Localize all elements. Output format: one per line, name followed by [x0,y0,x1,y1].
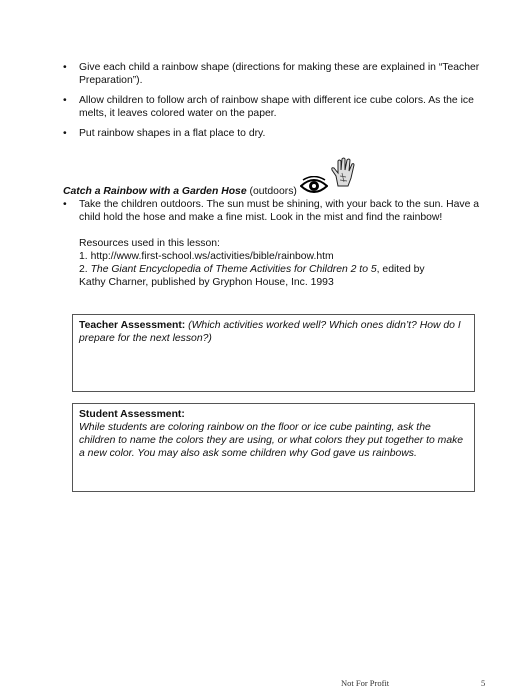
resource-number: 2. [79,264,91,275]
student-assessment-box [72,403,475,492]
list-item: • Give each child a rainbow shape (directions for making these are explained in “Teacher Preparation”). [63,61,493,87]
resource-item-2-continued: Kathy Charner, published by Gryphon House, Inc. 1993 [79,277,334,288]
list-item: • Put rainbow shapes in a flat place to dry. [63,127,493,140]
resource-item-1 [79,250,499,263]
book-edited-by: , edited by [376,264,425,275]
teacher-assessment-label: Teacher Assessment: [79,320,186,331]
instruction-list [63,61,493,147]
eye-icon [300,176,328,196]
footer-label: Not For Profit [341,678,390,688]
list-item: • Take the children outdoors. The sun must be shining, with your back to the sun. Have a child hold the hose and make a fine mist. Look in the mist and find the rainbow! [63,198,493,224]
teacher-assessment-box [72,314,475,392]
resource-number: 1. [79,251,91,262]
student-assessment-label: Student Assessment: [79,409,185,420]
activity-location: (outdoors) [246,186,297,197]
activity-title: Catch a Rainbow with a Garden Hose [63,186,247,197]
hand-icon [330,156,356,188]
page-number: 5 [481,678,486,688]
student-assessment-text: While students are coloring rainbow on the floor or ice cube painting, ask the children to name the colors they are using, or what colors they put together to make a new color. You may also ask some children why God gave us rainbows. [79,422,464,459]
activity-heading [63,185,297,198]
teacher-assessment-prompt: (Which activities worked well? Which ones didn’t? How do I prepare for the next lesson?) [79,320,461,344]
list-item: • Allow children to follow arch of rainbow shape with different ice cube colors. As the ice melts, it leaves colored water on the paper. [63,94,493,120]
resource-item-2 [79,263,499,276]
resource-link[interactable]: http://www.first-school.ws/activities/bible/rainbow.htm [90,251,334,262]
resources-section [79,237,499,289]
resources-heading: Resources used in this lesson: [79,238,220,249]
book-title: The Giant Encyclopedia of Theme Activities for Children 2 to 5 [90,264,377,275]
activity-steps [63,198,493,224]
